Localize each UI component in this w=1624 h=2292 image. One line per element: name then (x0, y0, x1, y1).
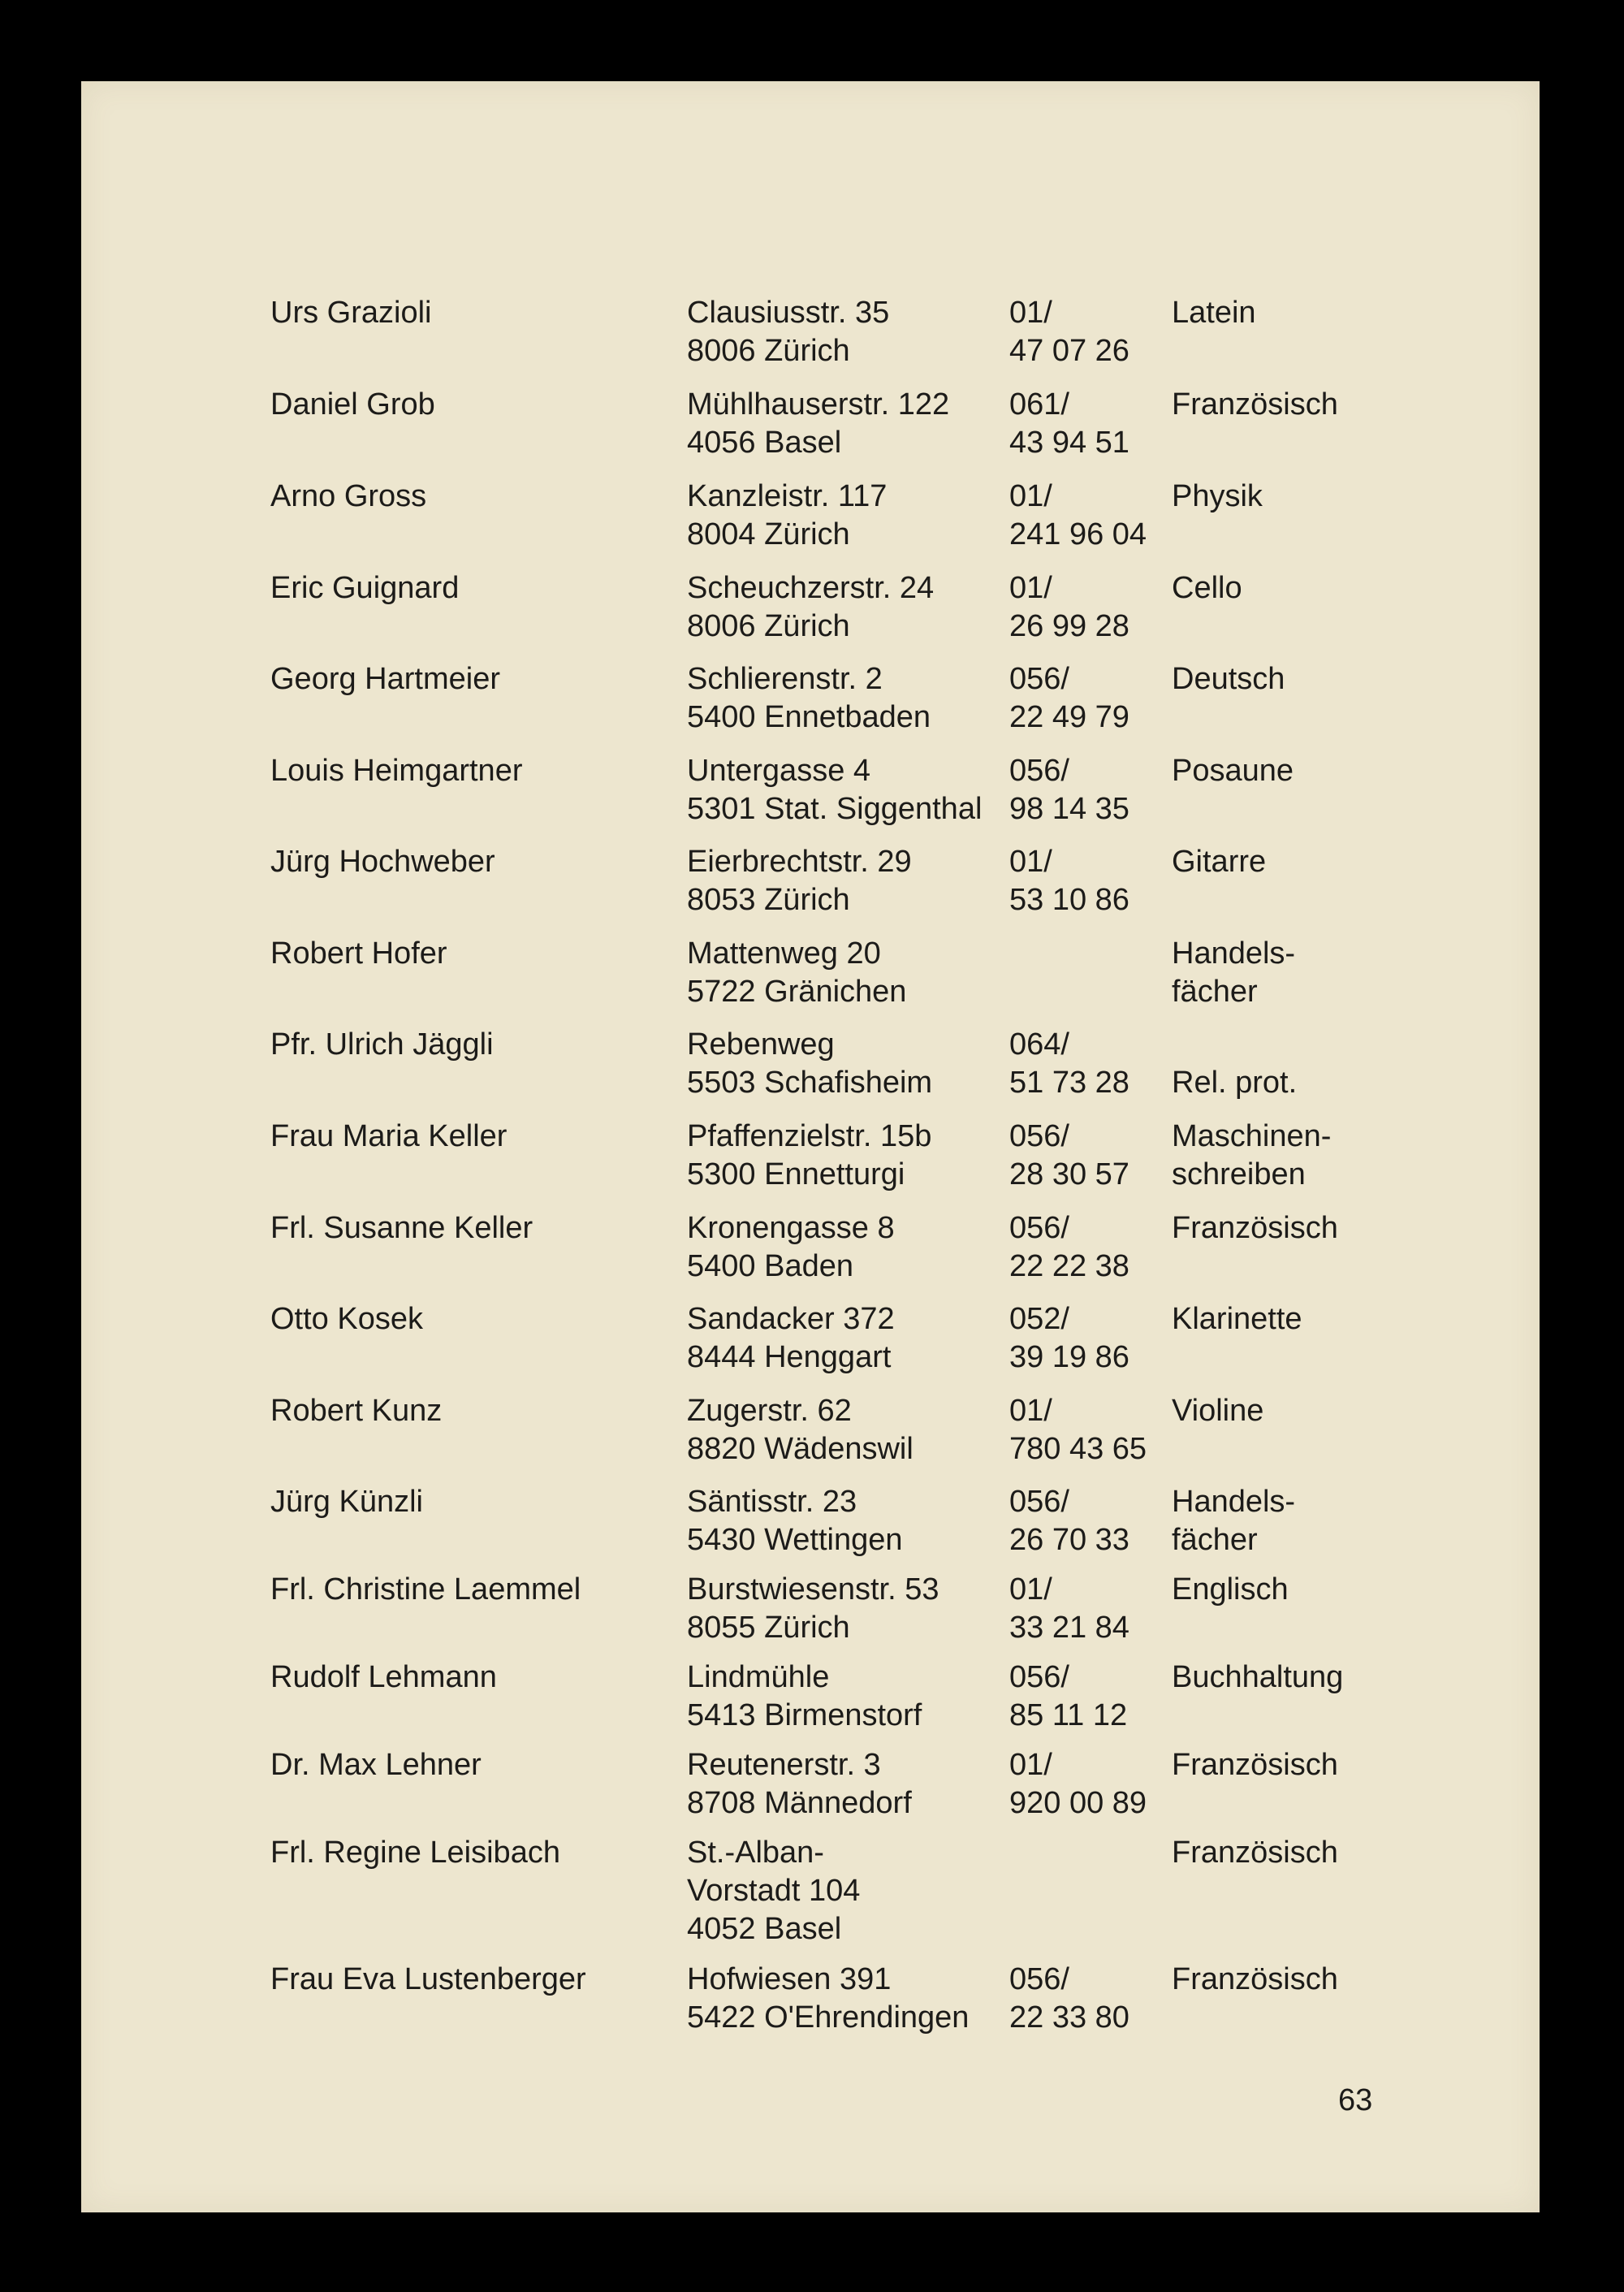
entry-subject (1172, 1746, 1338, 1784)
entry-phone-line: 056/ (1009, 1119, 1069, 1153)
entry-phone-line: 85 11 12 (1009, 1698, 1128, 1732)
directory-entry (81, 1300, 1540, 1398)
entry-address-line: 8053 Zürich (687, 883, 850, 917)
directory-entry (81, 1961, 1540, 2058)
entry-subject (1172, 1658, 1343, 1697)
entry-phone (1009, 660, 1129, 737)
entry-address (687, 935, 906, 1011)
entry-address-line: Schlierenstr. 2 (687, 662, 883, 696)
entry-subject (1172, 660, 1285, 698)
entry-subject-line: Klarinette (1172, 1302, 1302, 1336)
directory-list (81, 81, 1540, 2212)
entry-address (687, 1209, 895, 1286)
entry-address-line: 5400 Baden (687, 1249, 853, 1283)
entry-phone-line: 01/ (1009, 479, 1052, 513)
entry-address (687, 1300, 895, 1377)
entry-name-line: Arno Gross (270, 479, 427, 513)
entry-phone-line: 01/ (1009, 845, 1052, 879)
entry-phone-line: 056/ (1009, 754, 1069, 788)
entry-address-line: Zugerstr. 62 (687, 1394, 852, 1428)
entry-subject (1172, 1300, 1302, 1338)
entry-name (270, 1209, 533, 1248)
document-page (81, 81, 1540, 2212)
entry-name (270, 1026, 494, 1064)
entry-phone-line: 056/ (1009, 662, 1069, 696)
entry-address-line: 5400 Ennetbaden (687, 700, 931, 734)
entry-phone (1009, 1300, 1129, 1377)
entry-name-line: Pfr. Ulrich Jäggli (270, 1027, 494, 1062)
entry-name-line: Jürg Künzli (270, 1485, 423, 1519)
entry-address-line: 4052 Basel (687, 1912, 842, 1946)
entry-address-line: Clausiusstr. 35 (687, 296, 890, 330)
entry-phone-line: 056/ (1009, 1211, 1069, 1245)
entry-subject (1172, 1118, 1331, 1194)
entry-phone-line: 26 99 28 (1009, 609, 1129, 643)
entry-phone (1009, 843, 1129, 919)
entry-subject-line: Posaune (1172, 754, 1294, 788)
entry-name (270, 1392, 442, 1430)
entry-name-line: Frl. Christine Laemmel (270, 1572, 581, 1607)
entry-phone-line: 056/ (1009, 1962, 1069, 1996)
entry-name-line: Jürg Hochweber (270, 845, 495, 879)
entry-name-line: Rudolf Lehmann (270, 1660, 497, 1694)
directory-entry (81, 1746, 1540, 1844)
entry-phone-line: 33 21 84 (1009, 1611, 1129, 1645)
entry-address (687, 1571, 939, 1647)
directory-entry (81, 843, 1540, 941)
entry-address-line: 5430 Wettingen (687, 1523, 903, 1557)
entry-phone-line: 01/ (1009, 1572, 1052, 1607)
entry-address (687, 1658, 922, 1735)
entry-subject (1172, 1961, 1338, 1999)
entry-name-line: Otto Kosek (270, 1302, 423, 1336)
entry-address-line: 8006 Zürich (687, 334, 850, 368)
entry-name (270, 660, 500, 698)
entry-address-line: Mühlhauserstr. 122 (687, 387, 950, 422)
entry-phone-line: 51 73 28 (1009, 1066, 1129, 1100)
directory-entry (81, 1483, 1540, 1581)
entry-subject-line: schreiben (1172, 1157, 1306, 1191)
entry-phone-line: 22 22 38 (1009, 1249, 1129, 1283)
entry-address (687, 1118, 931, 1194)
entry-address-line: Sandacker 372 (687, 1302, 895, 1336)
entry-phone-line: 53 10 86 (1009, 883, 1129, 917)
entry-phone-line: 01/ (1009, 1748, 1052, 1782)
entry-address (687, 1961, 969, 2037)
entry-address (687, 1392, 914, 1468)
entry-subject (1172, 1571, 1289, 1609)
entry-name (270, 843, 495, 881)
entry-address-line: 5300 Ennetturgi (687, 1157, 905, 1191)
entry-phone-line: 056/ (1009, 1660, 1069, 1694)
entry-name-line: Frau Maria Keller (270, 1119, 508, 1153)
entry-phone-line: 052/ (1009, 1302, 1069, 1336)
entry-subject-line: Rel. prot. (1172, 1066, 1298, 1100)
entry-subject (1172, 843, 1266, 881)
entry-subject-line: Französisch (1172, 1211, 1338, 1245)
entry-phone (1009, 569, 1129, 646)
entry-address (687, 478, 887, 554)
directory-entry (81, 1571, 1540, 1668)
entry-address (687, 386, 949, 462)
entry-phone-line: 47 07 26 (1009, 334, 1129, 368)
entry-address-line: 5722 Gränichen (687, 975, 907, 1009)
entry-address (687, 660, 931, 737)
entry-address-line: 5413 Birmenstorf (687, 1698, 922, 1732)
entry-phone (1009, 294, 1129, 370)
entry-name (270, 1746, 482, 1784)
entry-name (270, 1658, 497, 1697)
entry-subject-line: Französisch (1172, 1748, 1338, 1782)
entry-address-line: Untergasse 4 (687, 754, 871, 788)
directory-entry (81, 478, 1540, 575)
entry-phone (1009, 1392, 1147, 1468)
entry-phone (1009, 1961, 1129, 2037)
entry-subject-line: Violine (1172, 1394, 1264, 1428)
entry-address-line: 8820 Wädenswil (687, 1432, 914, 1466)
directory-entry (81, 569, 1540, 667)
entry-phone (1009, 1571, 1129, 1647)
entry-subject-line: Französisch (1172, 1962, 1338, 1996)
entry-phone-line: 22 33 80 (1009, 2000, 1129, 2035)
entry-address-line: 8444 Henggart (687, 1340, 892, 1374)
entry-phone (1009, 1209, 1129, 1286)
entry-subject (1172, 1483, 1295, 1559)
entry-phone (1009, 386, 1129, 462)
entry-name (270, 1571, 581, 1609)
entry-address (687, 1746, 912, 1823)
entry-name-line: Daniel Grob (270, 387, 435, 422)
entry-address-line: 4056 Basel (687, 426, 842, 460)
entry-subject (1172, 1026, 1297, 1102)
entry-address-line: 5301 Stat. Siggenthal (687, 792, 983, 826)
entry-subject-line: Maschinen- (1172, 1119, 1332, 1153)
entry-name (270, 386, 435, 424)
entry-name (270, 752, 522, 790)
entry-subject (1172, 386, 1338, 424)
directory-entry (81, 935, 1540, 1032)
entry-subject-line: fächer (1172, 1523, 1258, 1557)
entry-name-line: Robert Hofer (270, 936, 447, 971)
entry-subject (1172, 1392, 1263, 1430)
entry-address-line: 8006 Zürich (687, 609, 850, 643)
entry-address (687, 294, 889, 370)
entry-subject (1172, 752, 1294, 790)
entry-subject-line: Physik (1172, 479, 1263, 513)
entry-address (687, 1834, 860, 1948)
entry-subject-line: Buchhaltung (1172, 1660, 1344, 1694)
entry-phone-line: 28 30 57 (1009, 1157, 1129, 1191)
entry-phone (1009, 1118, 1129, 1194)
entry-name-line: Eric Guignard (270, 571, 460, 605)
entry-name (270, 1118, 507, 1156)
entry-name (270, 935, 447, 973)
entry-phone (1009, 1026, 1129, 1102)
entry-phone-line: 920 00 89 (1009, 1786, 1147, 1820)
entry-address-line: Hofwiesen 391 (687, 1962, 892, 1996)
entry-address-line: 5503 Schafisheim (687, 1066, 933, 1100)
directory-entry (81, 1658, 1540, 1756)
entry-subject-line (1172, 1026, 1297, 1064)
entry-address (687, 1483, 903, 1559)
entry-phone-line: 056/ (1009, 1485, 1069, 1519)
entry-subject (1172, 294, 1256, 332)
entry-name-line: Frau Eva Lustenberger (270, 1962, 586, 1996)
entry-subject-line: Englisch (1172, 1572, 1289, 1607)
entry-phone-line: 43 94 51 (1009, 426, 1129, 460)
entry-address-line: Reutenerstr. 3 (687, 1748, 881, 1782)
entry-address-line: Eierbrechtstr. 29 (687, 845, 912, 879)
entry-address (687, 569, 934, 646)
entry-address-line: Kanzleistr. 117 (687, 479, 888, 513)
entry-subject-line: Handels- (1172, 1485, 1296, 1519)
directory-entry (81, 752, 1540, 850)
directory-entry (81, 1118, 1540, 1215)
entry-phone-line: 98 14 35 (1009, 792, 1129, 826)
entry-address-line: 8004 Zürich (687, 517, 850, 551)
entry-phone-line: 01/ (1009, 1394, 1052, 1428)
entry-address (687, 843, 912, 919)
entry-address-line: Kronengasse 8 (687, 1211, 895, 1245)
directory-entry (81, 294, 1540, 391)
entry-address-line: 5422 O'Ehrendingen (687, 2000, 970, 2035)
entry-address-line: Pfaffenzielstr. 15b (687, 1119, 932, 1153)
entry-phone-line: 26 70 33 (1009, 1523, 1129, 1557)
entry-phone (1009, 1658, 1127, 1735)
entry-name (270, 478, 426, 516)
entry-phone-line: 241 96 04 (1009, 517, 1147, 551)
entry-address-line: Lindmühle (687, 1660, 830, 1694)
entry-phone (1009, 752, 1129, 828)
entry-address-line: Vorstadt 104 (687, 1874, 861, 1908)
entry-subject-line: Latein (1172, 296, 1256, 330)
directory-entry (81, 386, 1540, 483)
entry-name (270, 294, 431, 332)
entry-address-line: 8055 Zürich (687, 1611, 850, 1645)
entry-phone-line: 01/ (1009, 296, 1052, 330)
entry-name-line: Urs Grazioli (270, 296, 432, 330)
entry-phone-line: 39 19 86 (1009, 1340, 1129, 1374)
entry-name (270, 1300, 423, 1338)
entry-address-line: 8708 Männedorf (687, 1786, 912, 1820)
entry-name-line: Dr. Max Lehner (270, 1748, 482, 1782)
entry-phone (1009, 478, 1147, 554)
entry-subject (1172, 1834, 1338, 1872)
entry-subject-line: Französisch (1172, 387, 1338, 422)
entry-name-line: Frl. Susanne Keller (270, 1211, 533, 1245)
entry-phone-line: 22 49 79 (1009, 700, 1129, 734)
entry-address (687, 752, 982, 828)
entry-address-line: Burstwiesenstr. 53 (687, 1572, 939, 1607)
entry-subject-line: Gitarre (1172, 845, 1267, 879)
directory-entry (81, 1392, 1540, 1490)
entry-subject (1172, 935, 1295, 1011)
entry-phone (1009, 1746, 1147, 1823)
entry-subject-line: Handels- (1172, 936, 1296, 971)
entry-name (270, 1834, 560, 1872)
entry-phone-line: 780 43 65 (1009, 1432, 1147, 1466)
entry-name (270, 1483, 423, 1521)
entry-subject-line: Deutsch (1172, 662, 1285, 696)
directory-entry (81, 1209, 1540, 1307)
directory-entry (81, 660, 1540, 758)
entry-address-line: Säntisstr. 23 (687, 1485, 857, 1519)
entry-phone-line: 064/ (1009, 1027, 1069, 1062)
entry-name (270, 1961, 586, 1999)
entry-address (687, 1026, 932, 1102)
entry-subject (1172, 1209, 1338, 1248)
entry-name (270, 569, 459, 608)
entry-address-line: Scheuchzerstr. 24 (687, 571, 935, 605)
entry-subject-line: fächer (1172, 975, 1258, 1009)
entry-name-line: Frl. Regine Leisibach (270, 1836, 560, 1870)
entry-subject-line: Französisch (1172, 1836, 1338, 1870)
entry-name-line: Louis Heimgartner (270, 754, 523, 788)
entry-address-line: Rebenweg (687, 1027, 835, 1062)
entry-phone-line: 061/ (1009, 387, 1069, 422)
entry-phone-line: 01/ (1009, 571, 1052, 605)
entry-address-line: St.-Alban- (687, 1836, 824, 1870)
entry-subject-line: Cello (1172, 571, 1242, 605)
entry-name-line: Georg Hartmeier (270, 662, 500, 696)
page-number: 63 (1338, 2083, 1373, 2117)
entry-name-line: Robert Kunz (270, 1394, 443, 1428)
directory-entry (81, 1834, 1540, 1946)
entry-subject (1172, 478, 1263, 516)
directory-entry (81, 1026, 1540, 1123)
entry-subject (1172, 569, 1242, 608)
entry-phone (1009, 1483, 1129, 1559)
entry-address-line: Mattenweg 20 (687, 936, 881, 971)
